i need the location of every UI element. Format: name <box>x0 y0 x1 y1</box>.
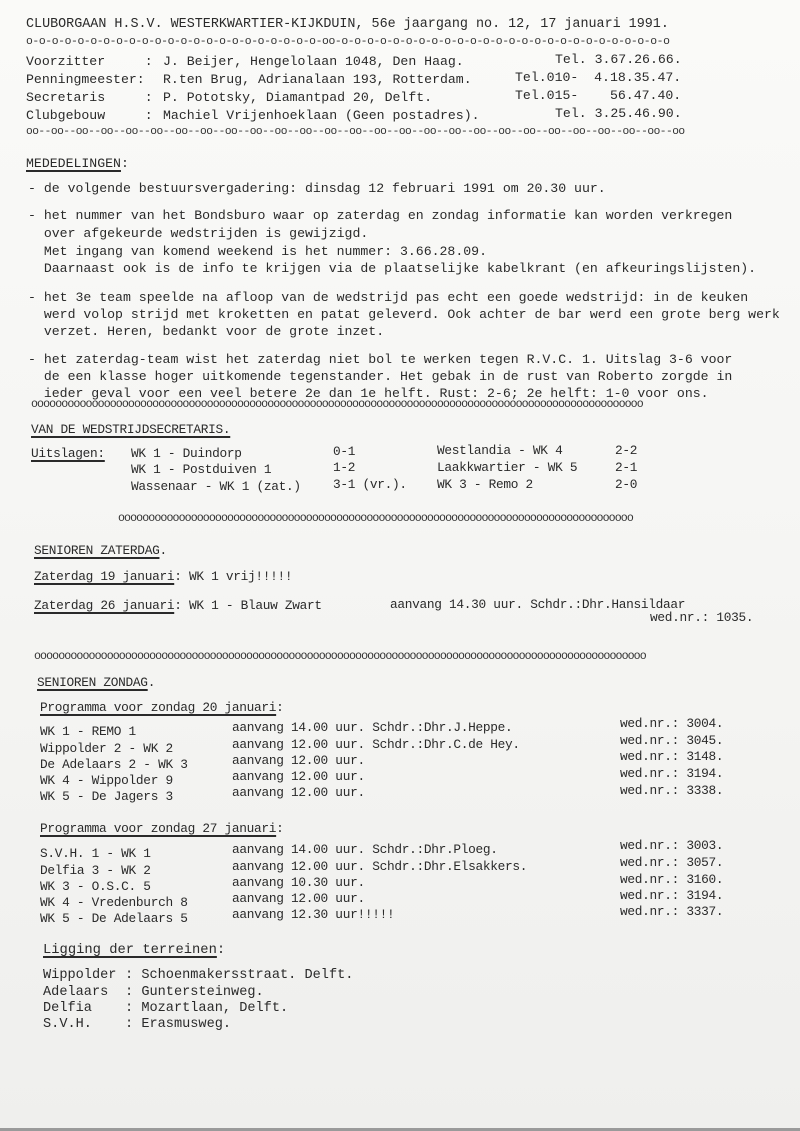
result-match: Wassenaar - WK 1 (zat.) <box>131 479 301 494</box>
programme-aanvang: aanvang 14.00 uur. Schdr.:Dhr.J.Heppe. <box>232 720 513 735</box>
location-club: S.V.H. <box>43 1017 92 1032</box>
announcement-item-line: verzet. Heren, bedankt voor de grote inzet. <box>28 324 385 339</box>
result-score: 3-1 (vr.). <box>333 477 407 492</box>
programme-wednr: wed.nr.: 3194. <box>620 766 724 781</box>
contact-role: Secretaris : <box>26 90 161 105</box>
contact-phone: Tel. 3.25.46.90. <box>555 106 682 121</box>
separator-double-dashes: oo--oo--oo--oo--oo--oo--oo--oo--oo--oo--oo--oo--oo--oo--oo--oo--oo--oo--oo--oo--oo--oo--oo--oo--oo--oo--oo <box>26 126 685 138</box>
programme-match: S.V.H. 1 - WK 1 <box>40 846 151 861</box>
programme-aanvang: aanvang 12.00 uur. <box>232 891 365 906</box>
result-score: 1-2 <box>333 460 356 475</box>
contact-details: P. Pototsky, Diamantpad 20, Delft. <box>163 90 433 105</box>
announcement-item-line: Met ingang van komend weekend is het nummer: 3.66.28.09. <box>28 244 487 259</box>
separator-dashes: o-o-o-o-o-o-o-o-o-o-o-o-o-o-o-o-o-o-o-o-o-o-o-oo-o-o-o-o-o-o-o-o-o-o-o-o-o-o-o-o-o-o-o-o-o-o-o-o-o-o <box>26 36 670 48</box>
contact-phone: Tel. 3.67.26.66. <box>555 52 682 67</box>
announcement-item: - de volgende bestuursvergadering: dinsdag 12 februari 1991 om 20.30 uur. <box>28 181 606 196</box>
location-address: : Mozartlaan, Delft. <box>125 1001 289 1016</box>
location-club: Wippolder <box>43 968 117 983</box>
programme-wednr: wed.nr.: 3160. <box>620 872 724 887</box>
result-score: 2-0 <box>615 477 638 492</box>
programme-title: Programma voor zondag 20 januari: <box>40 700 284 715</box>
programme-match: WK 1 - REMO 1 <box>40 724 136 739</box>
announcement-item-line: ieder geval voor een veel betere 2e dan 1e helft. Rust: 2-6; 2e helft: 1-0 voor ons. <box>28 386 709 401</box>
programme-wednr: wed.nr.: 3194. <box>620 888 724 903</box>
programme-aanvang: aanvang 12.00 uur. Schdr.:Dhr.Elsakkers. <box>232 859 528 874</box>
announcement-item: - het zaterdag-team wist het zaterdag niet bol te werken tegen R.V.C. 1. Uitslag 3-6 voor <box>28 352 733 367</box>
announcement-item-line: de een klasse hoger uitkomende tegenstander. Het gebak in de rust van Roberto zorgde in <box>28 369 733 384</box>
programme-wednr: wed.nr.: 3003. <box>620 838 724 853</box>
result-match: WK 1 - Postduiven 1 <box>131 462 272 477</box>
programme-aanvang: aanvang 14.00 uur. Schdr.:Dhr.Ploeg. <box>232 842 498 857</box>
programme-wednr: wed.nr.: 3057. <box>620 855 724 870</box>
location-address: : Guntersteinweg. <box>125 985 264 1000</box>
result-score: 2-1 <box>615 460 638 475</box>
location-club: Adelaars <box>43 985 109 1000</box>
contact-role: Voorzitter : <box>26 54 161 69</box>
section-heading-wedstrijdsecretaris: VAN DE WEDSTRIJDSECRETARIS. <box>31 422 231 437</box>
section-heading-senioren-zondag: SENIOREN ZONDAG. <box>37 675 156 690</box>
programme-match: WK 4 - Vredenburch 8 <box>40 895 188 910</box>
programme-match: Wippolder 2 - WK 2 <box>40 741 173 756</box>
result-score: 2-2 <box>615 443 638 458</box>
programme-match: Delfia 3 - WK 2 <box>40 863 151 878</box>
section-heading-ligging: Ligging der terreinen: <box>43 943 226 958</box>
contact-phone: Tel.015- 56.47.40. <box>515 88 682 103</box>
separator-circles: ooooooooooooooooooooooooooooooooooooooooooooooooooooooooooooooooooooooooooooooooooooooooooooooooooooo <box>31 398 643 411</box>
programme-aanvang: aanvang 12.00 uur. <box>232 753 365 768</box>
result-match: Westlandia - WK 4 <box>437 443 563 458</box>
announcement-item-line: over afgekeurde wedstrijden is gewijzigd. <box>28 226 369 241</box>
programme-title: Programma voor zondag 27 januari: <box>40 821 284 836</box>
announcement-item: - het 3e team speelde na afloop van de wedstrijd pas echt een goede wedstrijd: in de keuken <box>28 290 749 305</box>
result-match: Laakkwartier - WK 5 <box>437 460 578 475</box>
programme-aanvang: aanvang 12.00 uur. <box>232 769 365 784</box>
announcement-item-line: werd volop strijd met kroketten en patat geleverd. Ook achter de bar werd een grote berg werk <box>28 307 780 322</box>
separator-circles-short: ooooooooooooooooooooooooooooooooooooooooooooooooooooooooooooooooooooooooooooooooooooo <box>118 512 633 525</box>
location-address: : Erasmusweg. <box>125 1017 232 1032</box>
programme-aanvang: aanvang 10.30 uur. <box>232 875 365 890</box>
newsletter-title: CLUBORGAAN H.S.V. WESTERKWARTIER-KIJKDUIN, 56e jaargang no. 12, 17 januari 1991. <box>26 17 669 32</box>
heading-text: MEDEDELINGEN <box>26 156 121 171</box>
contact-details: Machiel Vrijenhoeklaan (Geen postadres). <box>163 108 480 123</box>
programme-aanvang: aanvang 12.00 uur. Schdr.:Dhr.C.de Hey. <box>232 737 520 752</box>
contact-role: Penningmeester: <box>26 72 153 87</box>
programme-match: WK 4 - Wippolder 9 <box>40 773 173 788</box>
programme-wednr: wed.nr.: 3337. <box>620 904 724 919</box>
saturday-jan26-aanvang: aanvang 14.30 uur. Schdr.:Dhr.Hansildaar <box>390 597 686 612</box>
programme-match: De Adelaars 2 - WK 3 <box>40 757 188 772</box>
section-heading-senioren-zaterdag: SENIOREN ZATERDAG. <box>34 543 167 558</box>
programme-wednr: wed.nr.: 3004. <box>620 716 724 731</box>
announcement-item-line: Daarnaast ook is de info te krijgen via de plaatselijke kabelkrant (en afkeuringslijsten). <box>28 261 757 276</box>
programme-wednr: wed.nr.: 3148. <box>620 749 724 764</box>
contact-details: J. Beijer, Hengelolaan 1048, Den Haag. <box>163 54 464 69</box>
programme-aanvang: aanvang 12.30 uur!!!!! <box>232 907 395 922</box>
result-match: WK 3 - Remo 2 <box>437 477 533 492</box>
contact-phone: Tel.010- 4.18.35.47. <box>515 70 682 85</box>
location-club: Delfia <box>43 1001 92 1016</box>
announcement-item: - het nummer van het Bondsburo waar op zaterdag en zondag informatie kan worden verkregen <box>28 208 733 223</box>
result-score: 0-1 <box>333 444 356 459</box>
saturday-jan26-wednr: wed.nr.: 1035. <box>650 610 754 625</box>
contact-role: Clubgebouw : <box>26 108 161 123</box>
programme-match: WK 5 - De Adelaars 5 <box>40 911 188 926</box>
separator-circles: ooooooooooooooooooooooooooooooooooooooooooooooooooooooooooooooooooooooooooooooooooooooooooooooooooooo <box>34 650 646 663</box>
result-match: WK 1 - Duindorp <box>131 446 242 461</box>
section-heading-mededelingen: MEDEDELINGEN: <box>26 156 129 171</box>
programme-wednr: wed.nr.: 3338. <box>620 783 724 798</box>
location-address: : Schoenmakersstraat. Delft. <box>125 968 354 983</box>
saturday-jan19: Zaterdag 19 januari: WK 1 vrij!!!!! <box>34 569 293 584</box>
contact-details: R.ten Brug, Adrianalaan 193, Rotterdam. <box>163 72 472 87</box>
programme-aanvang: aanvang 12.00 uur. <box>232 785 365 800</box>
results-label: Uitslagen: <box>31 446 105 461</box>
programme-match: WK 5 - De Jagers 3 <box>40 789 173 804</box>
programme-wednr: wed.nr.: 3045. <box>620 733 724 748</box>
programme-match: WK 3 - O.S.C. 5 <box>40 879 151 894</box>
saturday-jan26: Zaterdag 26 januari: WK 1 - Blauw Zwart <box>34 598 322 613</box>
